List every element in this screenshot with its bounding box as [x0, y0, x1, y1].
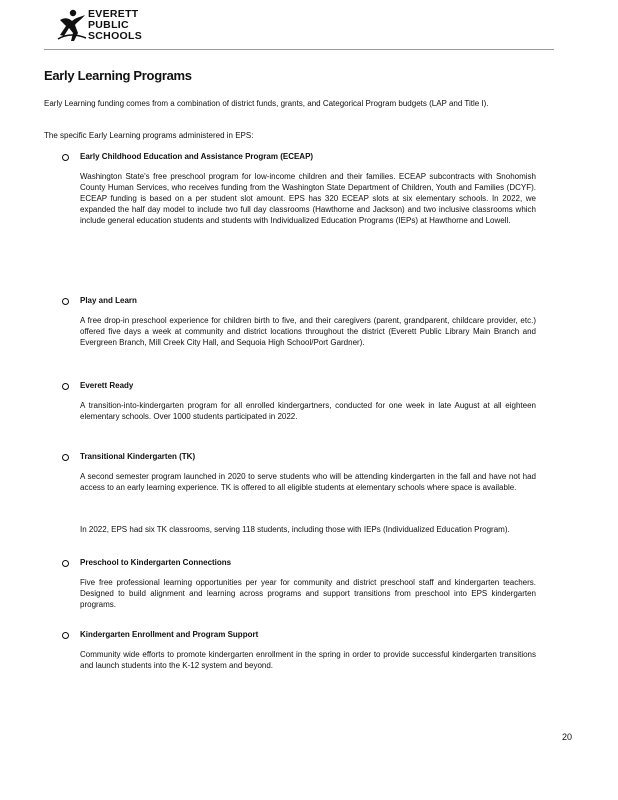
- program-title: Everett Ready: [80, 381, 134, 390]
- bullet-circle-icon: [62, 154, 69, 161]
- program-title: Kindergarten Enrollment and Program Support: [80, 630, 259, 639]
- logo-wordmark: [88, 9, 142, 42]
- everett-public-schools-logo: [56, 6, 186, 48]
- program-description: Community wide efforts to promote kindergarten enrollment in the spring in order to provide successful kindergarten transitions and launch students into the K-12 system and beyond.: [80, 650, 536, 670]
- page-title: Early Learning Programs: [44, 68, 192, 83]
- page-number: 20: [562, 732, 573, 742]
- program-description: Washington State's free preschool program for low-income children and their families. ECEAP subcontracts with Snohomish County Human Services, who receives funding from the Washington State Department of Children, Youth and Families (DCYF). ECEAP funding is based on a per student slot amount. EPS has 320 ECEAP slots at six elementary schools. In 2022, we expanded the half day model to include two full day classrooms (Hawthorne and Jackson) and two inclusive classrooms which include general education students and students with Individualized Education Programs (IEPs) at Hawthorne and Lowell.: [80, 172, 536, 225]
- program-description: A free drop-in preschool experience for children birth to five, and their caregivers (parent, grandparent, childcare provider, etc.) offered five days a week at community and district locations throughout the district (Everett Public Library Main Branch and Evergreen Branch, Mill Creek City Hall, and Sequoia High School/Port Gardner).: [80, 316, 536, 347]
- program-title: Early Childhood Education and Assistance Program (ECEAP): [80, 152, 314, 161]
- program-description: A transition-into-kindergarten program for all enrolled kindergartners, conducted for one week in late August at all eighteen elementary schools. Over 1000 students participated in 2022.: [80, 401, 536, 421]
- page-header: [44, 6, 554, 50]
- bullet-circle-icon: [62, 383, 69, 390]
- logo-line-1: EVERETT: [88, 8, 139, 20]
- program-description: A second semester program launched in 2020 to serve students who will be attending kindergarten in the fall and have not had access to an early learning experience. TK is offered to all eligible students at elementary schools where space is available.: [80, 472, 536, 492]
- logo-line-3: SCHOOLS: [88, 30, 143, 42]
- program-title: Play and Learn: [80, 296, 137, 305]
- bullet-circle-icon: [62, 632, 69, 639]
- bullet-circle-icon: [62, 560, 69, 567]
- bullet-circle-icon: [62, 454, 69, 461]
- intro-paragraph: Early Learning funding comes from a combination of district funds, grants, and Categorical Program budgets (LAP and Title I).: [44, 99, 489, 108]
- program-description: Five free professional learning opportunities per year for community and district preschool staff and kindergarten teachers. Designed to build alignment and learning across programs and support transitions from preschool into EPS kindergarten programs.: [80, 578, 536, 609]
- leaping-figure-icon: [56, 8, 88, 44]
- program-description-secondary: In 2022, EPS had six TK classrooms, serving 118 students, including those with IEPs (Individualized Education Program).: [80, 525, 510, 534]
- header-divider: [44, 49, 554, 50]
- program-title: Transitional Kindergarten (TK): [80, 452, 196, 461]
- bullet-circle-icon: [62, 298, 69, 305]
- programs-lead-in: The specific Early Learning programs administered in EPS:: [44, 131, 254, 140]
- program-title: Preschool to Kindergarten Connections: [80, 558, 232, 567]
- logo-line-2: PUBLIC: [88, 19, 129, 31]
